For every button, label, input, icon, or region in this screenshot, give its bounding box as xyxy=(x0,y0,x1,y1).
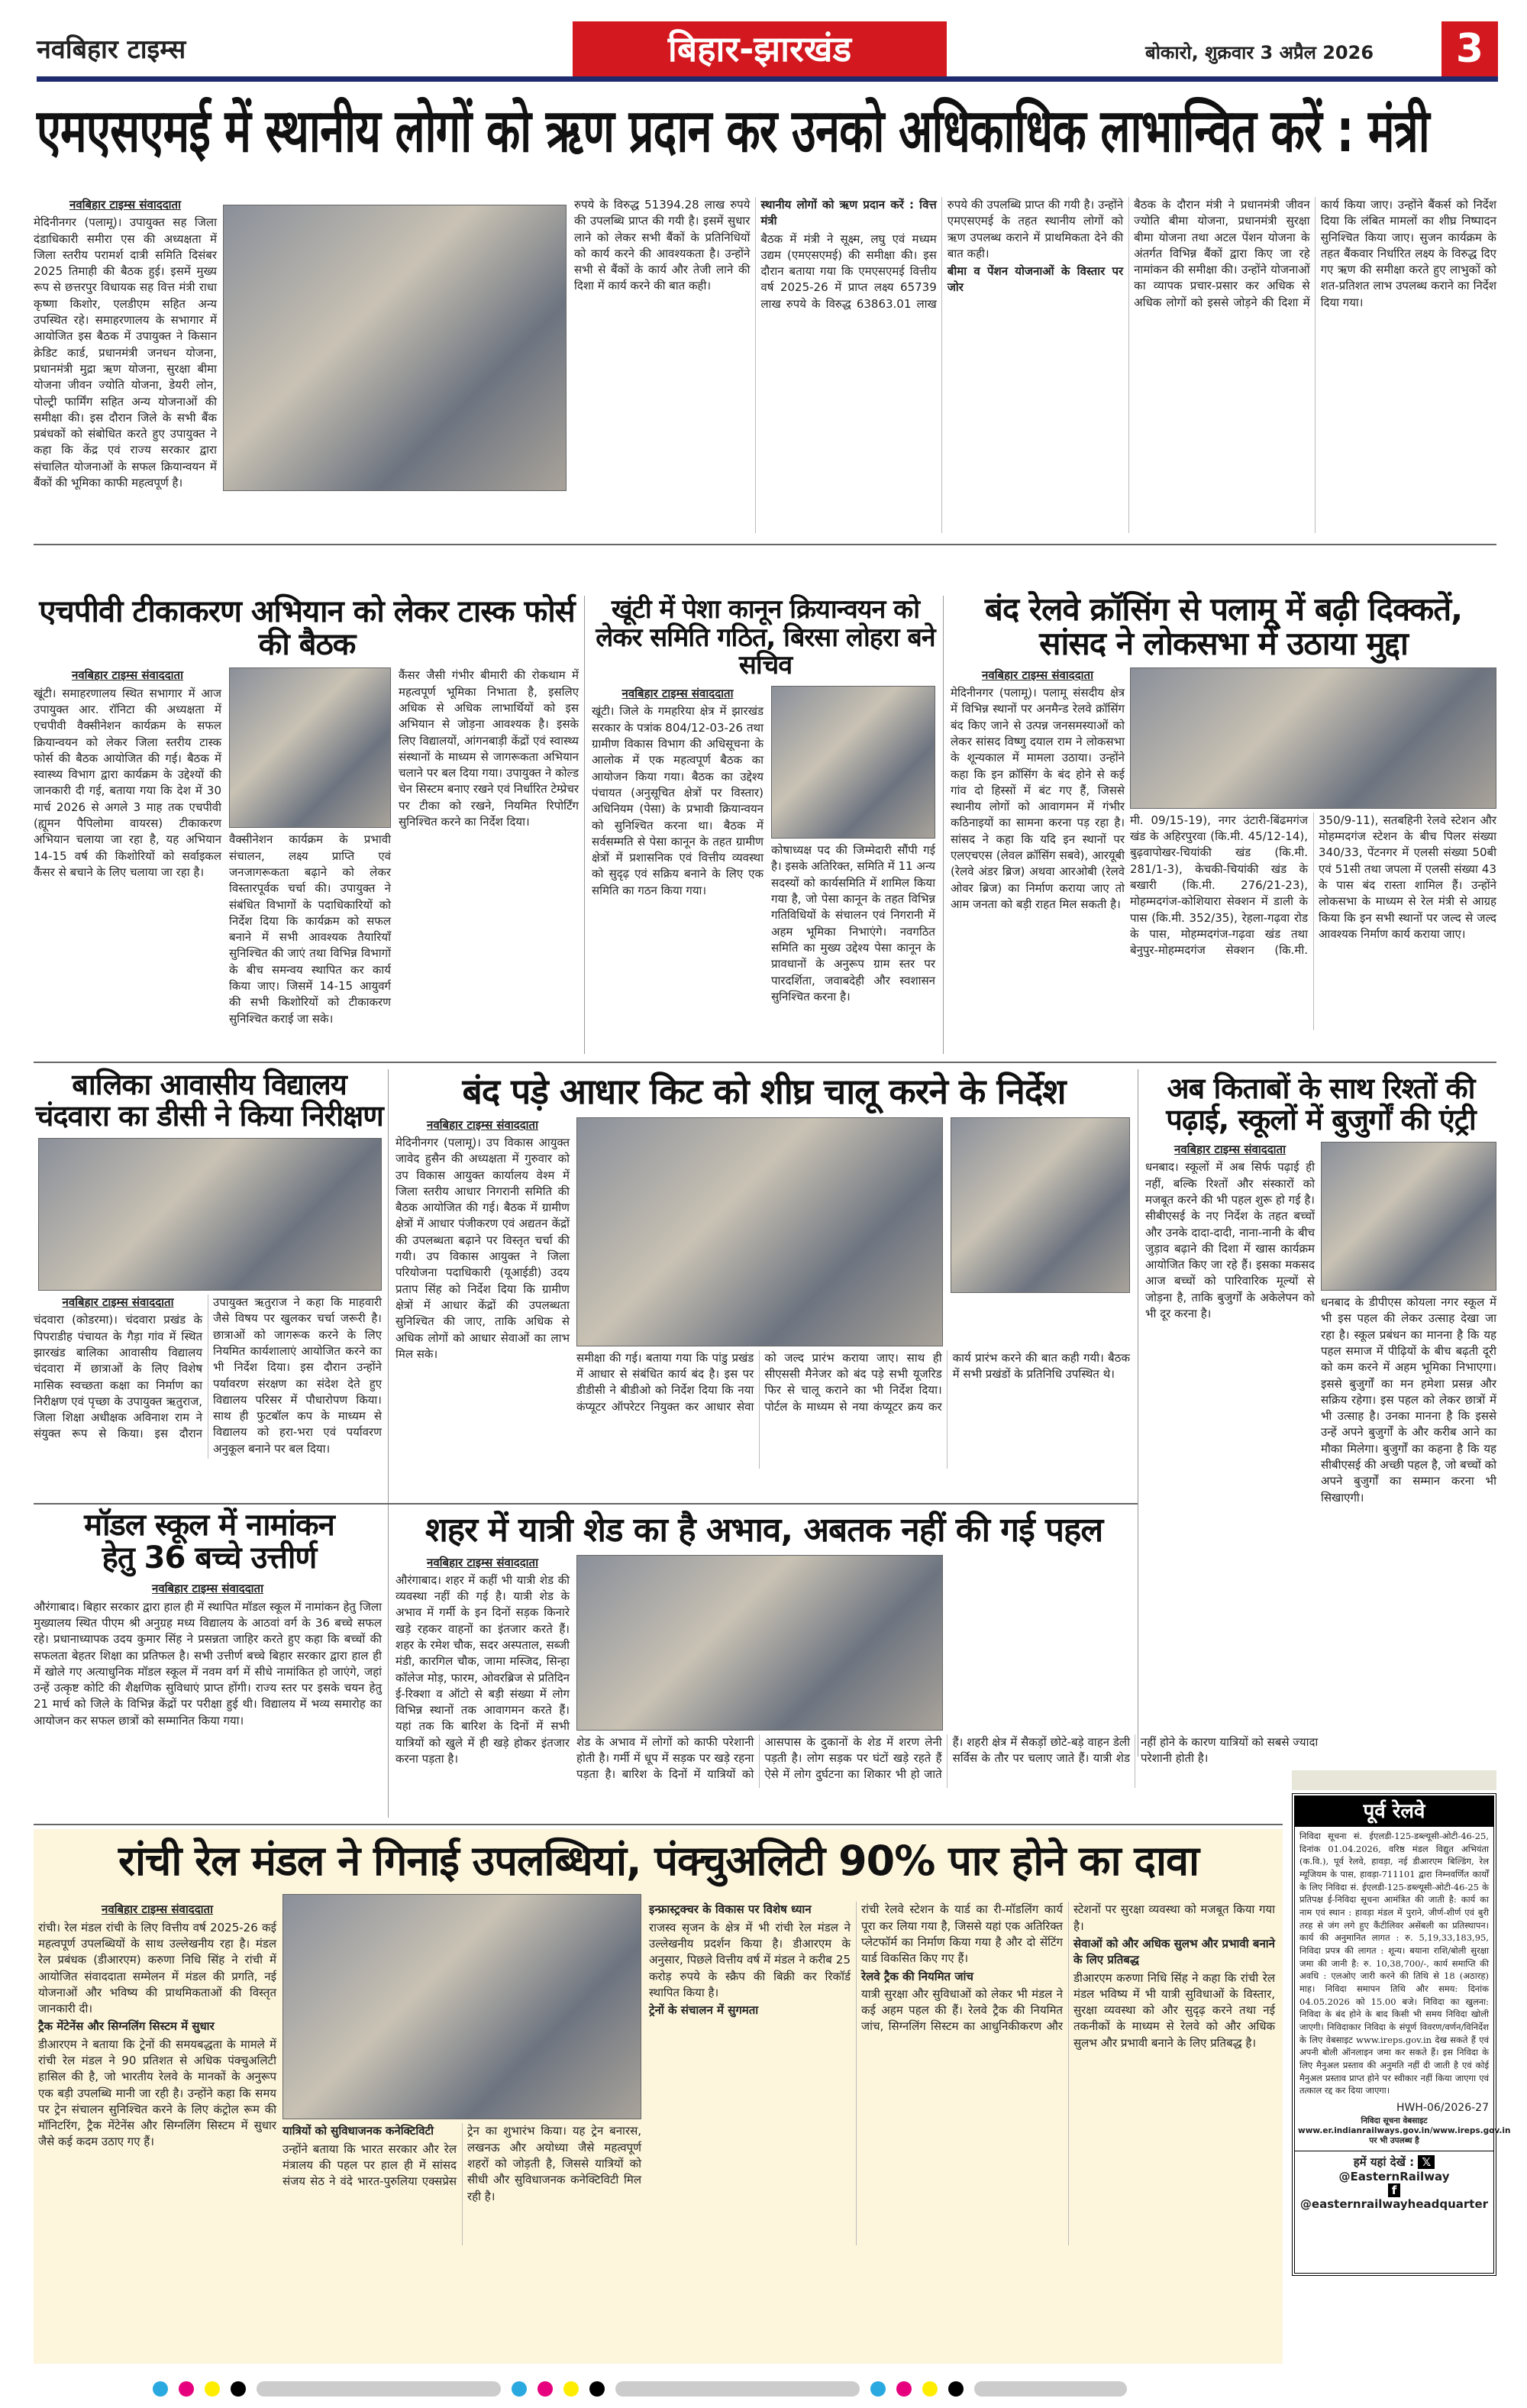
ad-website-note: निविदा सूचना वेबसाइट www.er.indianrailways.gov.in/www.ireps.gov.in पर भी उपलब्ध है xyxy=(1298,2116,1511,2146)
story4 xyxy=(951,592,1496,1054)
story2-col3 xyxy=(399,667,579,1065)
story4-para: मेदिनीनगर (पलामू)। पलामू संसदीय क्षेत्र में विभिन्न स्थानों पर अनमैन्ड रेलवे क्रॉसिंग बंद किए जाने से उत्पन्न जनसमस्याओं को लेकर सांसद विष्णु दयाल राम ने लोकसभा के शून्यकाल में मामला उठाया। उन्होंने कहा कि इन क्रॉसिंग के बंद होने से कई गांव दो हिस्सों में बंट गए हैं, जिससे स्थानीय लोगों को आवागमन में गंभीर कठिनाइयों का सामना करना पड़ रहा है। सांसद ने कहा कि यदि इन स्थानों पर एलएचएस (लेवल क्रॉसिंग सबवे), आरयूबी (रेलवे अंडर ब्रिज) अथवा आरओबी (रेलवे ओवर ब्रिज) का निर्माण कराया जाए तो आम जनता को बड़ी राहत मिल सकती है। xyxy=(951,686,1125,911)
ad-code: HWH-06/2026-27 xyxy=(1396,2102,1489,2115)
story7 xyxy=(1145,1073,1496,1753)
x-logo-icon: 𝕏 xyxy=(1418,2155,1435,2169)
page-number: 3 xyxy=(1441,21,1498,76)
divider xyxy=(34,1503,1138,1505)
story9-byline: नवबिहार टाइम्स संवाददाता xyxy=(427,1555,538,1569)
story10-para: उन्होंने बताया कि भारत सरकार और रेल मंत्रालय की पहल पर हाल ही में सांसद संजय सेठ ने वंदे भारत-पुरुलिया एक्सप्रेस ट्रेन का शुभारंभ किया। यह ट्रेन बनारस, लखनऊ और अयोध्या जैसे महत्वपूर्ण शहरों को जोड़ती है, जिससे यात्रियों को सीधी और सुविधाजनक कनेक्टिविटी मिल रही है। xyxy=(282,2124,641,2203)
story10-photo xyxy=(282,1894,641,2119)
follow-label: हमें यहां देखें : xyxy=(1353,2155,1415,2170)
masthead-rule xyxy=(37,76,1498,82)
story9-col1 xyxy=(395,1555,570,1788)
story9-para: शेड के अभाव में लोगों को काफी परेशानी होती है। गर्मी में धूप में सड़क पर खड़े रहना पड़ता है। बारिश के दिनों में यात्रियों को आसपास के दुकानों के शेड में शरण लेनी पड़ती है। लोग सड़क पर घंटों खड़े रहते हैं ऐसे में लोग दुर्घटना का शिकार भी हो जाते हैं। शहरी क्षेत्र में सैकड़ों छोटे-बड़े वाहन डेली सर्विस के तौर पर चलाए जाते हैं। यात्री शेड नहीं होने के कारण यात्रियों को सबसे ज्यादा परेशानी होती है। xyxy=(576,1734,1319,1782)
story7-col2 xyxy=(1321,1295,1496,1692)
black-mark xyxy=(948,2381,964,2397)
story6-col1 xyxy=(395,1117,570,1469)
story10-subhead: यात्रियों को सुविधाजनक कनेक्टिविटी xyxy=(282,2124,434,2138)
gray-bar xyxy=(974,2381,1127,2397)
story4-content xyxy=(951,667,1496,1054)
story2-photo xyxy=(229,667,391,828)
story7-para: धनबाद के डीपीएस कोयला नगर स्कूल में भी इस पहल की लेकर उत्साह देखा जा रहा है। स्कूल प्रबंधन का मानना है कि यह पहल समाज में पीढ़ियों के बीच बढ़ती दूरी को कम करने में अहम भूमिका निभाएगा। इससे बुजुर्गों का मन हमेशा प्रसन्न और सक्रिय रहेगा। इस पहल को लेकर छात्रों में भी उत्साह है। उनका मानना है कि इससे उन्हें अपने बुजुर्गों के और करीब आने का मौका मिलेगा। बुजुर्गों का कहना है कि यह सीबीएसई की अच्छी पहल है, जो बच्चों को अपने बुजुर्गों का सम्मान करना भी सिखाएगी। xyxy=(1321,1295,1496,1505)
story10-para: यात्री सुरक्षा और सुविधाओं को लेकर भी मंडल ने कई अहम पहल की हैं। रेलवे ट्रैक की नियमित जांच, सिग्नलिंग सिस्टम का आधुनिकीकरण और स्टेशनों पर सुरक्षा व्यवस्था को मजबूत किया गया है। xyxy=(861,1902,1275,2034)
story10-cols xyxy=(649,1902,1275,2245)
story2-headline: एचपीवी टीकाकरण अभियान को लेकर टास्क फोर्स की बैठक xyxy=(39,594,575,663)
story7-col1 xyxy=(1145,1142,1315,1692)
story2 xyxy=(34,596,580,1054)
story1-byline: नवबिहार टाइम्स संवाददाता xyxy=(69,198,181,212)
story10-para: रांची रेलवे स्टेशन के यार्ड का री-मॉडलिंग कार्य पूरा कर लिया गया है, जिससे यहां एक अतिरिक्त प्लेटफॉर्म का निर्माण किया गया है और दो सेंटिंग यार्ड विकसित किए गए हैं। xyxy=(861,1902,1063,1966)
story10-subhead: ट्रेनों के संचालन में सुगमता xyxy=(649,2003,759,2018)
story7-para: धनबाद। स्कूलों में अब सिर्फ पढ़ाई ही नहीं, बल्कि रिश्तों और संस्कारों को मजबूत करने की भी पहल शुरू हो गई है। सीबीएसई के नए निर्देश के तहत बच्चों और उनके दादा-दादी, नाना-नानी के बीच जुड़ाव बढ़ाने की दिशा में खास कार्यक्रम आयोजित किए जा रहे हैं। इसका मकसद आज बच्चों को पारिवारिक मूल्यों से जोड़ना है, ताकि बुजुर्गों के अकेलेपन को भी दूर करना है। xyxy=(1145,1160,1315,1321)
story9-para: औरंगाबाद। शहर में कहीं भी यात्री शेड की व्यवस्था नहीं की गई है। यात्री शेड के अभाव में गर्मी के इन दिनों सड़क किनारे खड़े रहकर वाहनों का इंतजार करते हैं। शहर के रमेश चौक, सदर अस्पताल, सब्जी मंडी, कारगिल चौक, जामा मस्जिद, सिन्हा कॉलेज मोड़, फारम, ओवरब्रिज से प्रतिदिन ई-रिक्शा व ऑटो से बड़ी संख्या में लोग विभिन्न स्थानों तक आवागमन करते हैं। यहां तक कि बारिश के दिनों में सभी यात्रियों को खुले में ही खड़े होकर इंतजार करना पड़ता है। xyxy=(395,1572,570,1766)
yellow-mark xyxy=(205,2381,220,2397)
story7-content xyxy=(1145,1142,1496,1753)
story6 xyxy=(395,1073,1132,1497)
story1-columns xyxy=(574,197,1496,533)
yellow-mark xyxy=(563,2381,579,2397)
yellow-mark xyxy=(922,2381,938,2397)
story1-subhead: स्थानीय लोगों को ऋण प्रदान करें : वित्त मंत्री xyxy=(760,198,937,228)
story5 xyxy=(34,1069,385,1497)
story7-photo xyxy=(1321,1142,1496,1291)
story8-content xyxy=(34,1581,385,1818)
story2-content xyxy=(34,667,580,1054)
story1-headline: एमएसएमई में स्थानीय लोगों को ऋण प्रदान कर उनको अधिकाधिक लाभान्वित करें : मंत्री xyxy=(37,97,1429,166)
story3-photo xyxy=(771,686,935,839)
story3-content xyxy=(592,686,939,1054)
story5-body xyxy=(34,1295,382,1459)
story6-byline: नवबिहार टाइम्स संवाददाता xyxy=(427,1117,538,1132)
story1-subhead: बीमा व पेंशन योजनाओं के विस्तार पर जोर xyxy=(947,264,1124,295)
cyan-mark xyxy=(512,2381,527,2397)
ad-social xyxy=(1295,2151,1493,2214)
story10-subhead: ट्रैक मेंटेनेंस और सिग्नलिंग सिस्टम में सुधार xyxy=(38,2019,215,2034)
story4-col1 xyxy=(951,667,1125,1030)
story6-photo-official xyxy=(951,1117,1130,1293)
black-mark xyxy=(231,2381,246,2397)
story1-para: मेदिनीनगर (पलामू)। उपायुक्त सह जिला दंडाधिकारी समीरा एस की अध्यक्षता में जिला स्तरीय परामर्श दात्री समिति दिसंबर 2025 तिमाही की बैठक हुई। इसमें मुख्य रूप से छत्तरपुर विधायक सह वित्त मंत्री राधा कृष्णा किशोर, एलडीएम सहित अन्य उपस्थित रहे। समाहरणालय के सभागार में आयोजित इस बैठक में उपायुक्त ने किसान क्रेडिट कार्ड, प्रधानमंत्री जनधन योजना, प्रधानमंत्री मुद्रा ऋण योजना, सुरक्षा बीमा योजना जीवन ज्योति योजना, डेयरी लोन, पोल्ट्री फार्मिंग सहित अन्य योजनाओं की समीक्षा की। इस दौरान जिले के सभी बैंक प्रबंधकों को संबोधित करते हुए उपायुक्त ने कहा कि केंद्र एवं राज्य सरकार द्वारा संचालित योजनाओं के सफल क्रियान्वयन में बैंकों की भूमिका काफी महत्वपूर्ण है। xyxy=(34,215,217,490)
story6-cols xyxy=(576,1350,1130,1469)
story1-para: बैठक के दौरान मंत्री ने प्रधानमंत्री जीवन ज्योति बीमा योजना, प्रधानमंत्री सुरक्षा बीमा योजना तथा अटल पेंशन योजना के अंतर्गत विभिन्न बैंकों द्वारा किए जा रहे नामांकन की समीक्षा की। उन्होंने योजनाओं का व्यापक प्रचार-प्रसार कर अधिक से अधिक लोगों को इससे जोड़ने की दिशा में कार्य किया जाए। उन्होंने बैंकर्स को निर्देश दिया कि लंबित मामलों का शीघ्र निष्पादन सुनिश्चित किया जाए। सुजन कार्यक्रम के तहत बैंकवार निर्धारित लक्ष्य के विरुद्ध दिए गए ऋण की समीक्षा करते हुए लाभुकों को शत-प्रतिशत लाभ उपलब्ध कराने का निर्देश दिया गया। xyxy=(1134,198,1496,309)
story10-col1 xyxy=(38,1902,276,2245)
eastern-railway-tender-ad xyxy=(1292,1793,1511,2276)
story3-para: खूंटी। जिले के गमहरिया क्षेत्र में झारखंड सरकार के पत्रांक 804/12-03-26 तथा ग्रामीण विकास विभाग की अधिसूचना के आलोक में एक महत्वपूर्ण बैठक का आयोजन किया गया। बैठक का उद्देश्य पंचायत (अनुसूचित क्षेत्रों पर विस्तार) अधिनियम (पेसा) के प्रभावी क्रियान्वयन को सुनिश्चित करना था। बैठक में सर्वसम्मति से पेसा कानून के तहत ग्रामीण क्षेत्रों में प्रशासनिक एवं वित्तीय व्यवस्था को सुदृढ़ एवं सक्रिय बनाने के लिए एक समिति का गठन किया गया। xyxy=(592,704,764,897)
story4-photo xyxy=(1130,667,1496,809)
story9-headline: शहर में यात्री शेड का है अभाव, अबतक नहीं की गई पहल xyxy=(425,1511,1103,1550)
magenta-mark xyxy=(896,2381,912,2397)
story2-para: कैंसर जैसी गंभीर बीमारी की रोकथाम में महत्वपूर्ण भूमिका निभाता है, इसलिए अधिक से अधिक लाभार्थियों को इस अभियान से जोड़ना आवश्यक है। इसके लिए विद्यालयों, आंगनबाड़ी केंद्रों एवं स्वास्थ्य संस्थानों के माध्यम से जागरूकता अभियान चलाने पर बल दिया गया। उपायुक्त ने कोल्ड चेन सिस्टम बनाए रखने एवं निर्धारित टेम्प्रेचर पर टीका को रखने, नियमित रिपोर्टिंग सुनिश्चित करने का निर्देश दिया। xyxy=(399,668,579,829)
ad-spacer xyxy=(1292,1770,1496,1790)
story10-subhead: रेलवे ट्रैक की नियमित जांच xyxy=(861,1969,973,1983)
section-label: बिहार-झारखंड xyxy=(573,21,947,76)
story7-byline: नवबिहार टाइम्स संवाददाता xyxy=(1174,1143,1286,1157)
print-registration-marks xyxy=(153,2381,1127,2397)
story6-content xyxy=(395,1117,1132,1497)
story3-col2 xyxy=(771,842,935,1041)
story4-byline: नवबिहार टाइम्स संवाददाता xyxy=(982,667,1093,682)
gray-bar xyxy=(257,2381,501,2397)
story10-para: डीआरएम करुणा निधि सिंह ने कहा कि रांची रेल मंडल भविष्य में भी यात्री सुविधाओं के विस्तार, सुरक्षा व्यवस्था को और सुदृढ़ करने तथा नई तकनीकों के माध्यम से रेलवे को और अधिक सुलभ और प्रभावी बनाने के लिए प्रतिबद्ध है। xyxy=(1073,1970,1275,2050)
story2-para: खूंटी। समाहरणालय स्थित सभागार में आज उपायुक्त आर. रॉनिटा की अध्यक्षता में एचपीवी वैक्सीनेशन कार्यक्रम के सफल क्रियान्वयन को लेकर जिला स्तरीय टास्क फोर्स की बैठक आयोजित की गई। बैठक में स्वास्थ्य विभाग द्वारा कार्यक्रम के उद्देश्यों की जानकारी दी गई, बताया गया कि देश में 30 मार्च 2026 से अगले 3 माह तक एचपीवी (ह्यूमन पैपिलोमा वायरस) टीकाकरण अभियान चलाया जा रहा है, यह अभियान 14-15 वर्ष की किशोरियों को सर्वाइकल कैंसर से बचाने के लिए चलाया जा रहा है। xyxy=(34,686,221,879)
story6-headline: बंद पड़े आधार किट को शीघ्र चालू करने के निर्देश xyxy=(462,1071,1066,1112)
divider xyxy=(943,596,944,1054)
story3-para: कोषाध्यक्ष पद की जिम्मेदारी सौंपी गई है। इसके अतिरिक्त, समिति में 11 अन्य सदस्यों को कार्यसमिति में शामिल किया गया है, जो पेसा कानून के तहत विभिन्न गतिविधियों के संचालन एवं निगरानी में अहम भूमिका निभाएंगे। नवगठित समिति का मुख्य उद्देश्य पेसा कानून के प्रावधानों के अनुरूप ग्राम स्तर पर पारदर्शिता, जवाबदेही और स्वशासन सुनिश्चित करना है। xyxy=(771,843,935,1004)
story3-byline: नवबिहार टाइम्स संवाददाता xyxy=(621,687,734,701)
story9 xyxy=(395,1511,1319,1818)
newspaper-name: नवबिहार टाइम्स xyxy=(37,34,186,65)
magenta-mark xyxy=(538,2381,553,2397)
story10-subhead: इन्फ्रास्ट्रक्चर के विकास पर विशेष ध्यान xyxy=(649,1902,812,1917)
story4-headline: बंद रेलवे क्रॉसिंग से पलामू में बढ़ी दिक्कतें, सांसद ने लोकसभा में उठाया मुद्दा xyxy=(984,590,1463,663)
story5-headline-line2: चंदवारा का डीसी ने किया निरीक्षण xyxy=(35,1099,383,1133)
story1-para: बैठक में मंत्री ने सूक्ष्म, लघु एवं मध्यम उद्यम (एमएसएमई) की समीक्षा की। इस दौरान बताया गया कि एमएसएमई वित्तीय वर्ष 2025-26 में प्राप्त लक्ष्य 65739 लाख रुपये के विरुद्ध 63863.01 लाख रुपये की उपलब्धि प्राप्त की गयी है। उन्होंने एमएसएमई के तहत स्थानीय लोगों को ऋण उपलब्ध कराने में प्राथमिकता देने की बात कही। xyxy=(760,198,1124,311)
facebook-icon: f xyxy=(1388,2183,1400,2197)
story10-content xyxy=(38,1894,1279,2361)
story5-byline: नवबिहार टाइम्स संवाददाता xyxy=(62,1295,174,1310)
black-mark xyxy=(589,2381,605,2397)
story9-photo xyxy=(576,1555,943,1731)
story2-col2 xyxy=(229,832,391,1065)
divider xyxy=(34,1824,1283,1825)
story8-headline-line2: हेतु 36 बच्चे उत्तीर्ण xyxy=(102,1540,317,1576)
story8-byline: नवबिहार टाइम्स संवाददाता xyxy=(152,1582,263,1596)
story4-col2 xyxy=(1130,813,1496,1030)
story10-col2 xyxy=(282,2123,641,2245)
story10-para: रांची। रेल मंडल रांची के लिए वित्तीय वर्ष 2025-26 कई महत्वपूर्ण उपलब्धियों के साथ उल्लेखनीय रहा है। मंडल रेल प्रबंधक (डीआरएम) करुणा निधि सिंह ने रांची में आयोजित संवाददाता सम्मेलन में मंडल की प्रगति, नई योजनाओं और भविष्य की प्राथमिकताओं की विस्तृत जानकारी दी। xyxy=(38,1920,276,2016)
story2-para: वैक्सीनेशन कार्यक्रम के प्रभावी संचालन, लक्ष्य प्राप्ति एवं जनजागरूकता बढ़ाने को लेकर विस्तारपूर्वक चर्चा की। उपायुक्त ने संबंधित विभागों के पदाधिकारियों को निर्देश दिया कि कार्यक्रम को सफल बनाने में सभी आवश्यक तैयारियाँ सुनिश्चित की जाएं तथा विभिन्न विभागों के बीच समन्वय स्थापित कर कार्य किया जाए। जिसमें 14-15 आयुवर्ग की सभी किशोरियों को टीकाकरण सुनिश्चित कराई जा सके। xyxy=(229,832,391,1026)
story3-headline: खूंटी में पेशा कानून क्रियान्वयन को लेकर समिति गठित, बिरसा लोहरा बने सचिव xyxy=(596,594,935,681)
story6-photo-office xyxy=(576,1117,943,1346)
story9-cols xyxy=(576,1734,1319,1788)
story10-headline: रांची रेल मंडल ने गिनाई उपलब्धियां, पंक्चुअलिटी 90% पार होने का दावा xyxy=(118,1837,1199,1885)
gray-bar xyxy=(615,2381,860,2397)
ad-body: निविदा सूचना सं. ईएलडी-125-डब्ल्यूसी-ओटी-46-25, दिनांक 01.04.2026, वरिष्ठ मंडल विद्युत अभियंता (क.वि.), पूर्व रेलवे, हावड़ा, नई डीआरएम बिल्डिंग, रेल म्यूजियम के पास, हावड़ा-711101 द्वारा निम्नवर्णित कार्यों के लिए निविदा सं. ईएलडी-125-डब्ल्यूसी-ओटी-46-25 के प्रतिपक्ष ई-निविदा सूचना आमंत्रित की जाती है: कार्य का नाम एवं स्थान : हावड़ा मंडल में पुराने, जीर्ण-शीर्ण एवं बुरी तरह से जंग लगे हुए कैंटीलिवर असेंबली का प्रतिस्थापन। कार्य की अनुमानित लागत : रु. 5,19,33,183,95, निविदा प्रपत्र की लागत : शून्य। बयाना राशि/बोली सुरक्षा जमा की जानी है: रु. 10,38,700/-, कार्य समाप्ति की अवधि : एलओए जारी करने की तिथि से 18 (अठारह) माह। निविदा समापन तिथि और समय: दिनांक 04.05.2026 को 15.00 बजे। निविदा का खुलना: निविदा के बंद होने के बाद किसी भी समय निविदा खोली जाएगी। निविदाकार निविदा के संपूर्ण विवरण/वर्णन/विनिर्देश के लिए वेबसाइट www.ireps.gov.in देख सकते हैं एवं अपनी बोली ऑनलाइन जमा कर सकते हैं। इस निविदा के लिए मैनुअल प्रस्ताव की अनुमति नहीं दी जाती है एवं कोई मैनुअल प्रस्ताव प्राप्त होने पर स्वीकार नहीं किया जाएगा एवं तत्काल रद्द कर दिया जाएगा। xyxy=(1299,1831,1489,2096)
story3 xyxy=(592,596,939,1054)
facebook-handle: @easternrailwayheadquarter xyxy=(1299,2197,1489,2212)
divider xyxy=(34,544,1496,545)
story1-col1 xyxy=(34,197,217,533)
story8-body xyxy=(34,1581,382,1787)
cyan-mark xyxy=(870,2381,886,2397)
story3-col1 xyxy=(592,686,764,1041)
story5-para: चंदवारा (कोडरमा)। चंदवारा प्रखंड के पिपराडीह पंचायत के गैड़ा गांव में स्थित झारखंड बालिका आवासीय विद्यालय चंदवारा में छात्राओं के लिए विशेष मासिक स्वच्छता कक्षा का निर्माण का निरीक्षण एवं पृच्छा के उपायुक्त ऋतुराज, जिला शिक्षा अधीक्षक अविनाश राम ने संयुक्त रूप से किया। इस दौरान उपायुक्त ऋतुराज ने कहा कि माहवारी जैसे विषय पर खुलकर चर्चा जरूरी है। छात्राओं को जागरूक करने के लिए नियमित कार्यशालाएं आयोजित करने का भी निर्देश दिया। इस दौरान उन्होंने पर्यावरण संरक्षण का संदेश देते हुए विद्यालय परिसर में पौधारोपण किया। साथ ही फुटबॉल कप के माध्यम से विद्यालय को हरा-भरा एवं पर्यावरण अनुकूल बनाने पर बल दिया। xyxy=(34,1295,382,1456)
story5-headline-line1: बालिका आवासीय विद्यालय xyxy=(72,1068,347,1101)
story6-para: मेदिनीनगर (पलामू)। उप विकास आयुक्त जावेद हुसैन की अध्यक्षता में गुरुवार को उप विकास आयुक्त कार्यालय वेश्म में जिला स्तरीय आधार निगरानी समिति की बैठक आयोजित की गई। बैठक में ग्रामीण क्षेत्रों में आधार पंजीकरण एवं अद्यतन केंद्रों की उपलब्धता बढ़ाने पर विस्तृत चर्चा की गयी। उप विकास आयुक्त ने जिला परियोजना पदाधिकारी (यूआईडी) उदय प्रताप सिंह को निर्देश दिया कि ग्रामीण क्षेत्रों में आधार केंद्रों की उपलब्धता सुनिश्चित की जाए, ताकि अधिक से अधिक लोगों को आधार सेवाओं का लाभ मिल सके। xyxy=(395,1135,570,1361)
story1-photo xyxy=(223,205,567,491)
story9-content xyxy=(395,1555,1319,1818)
story8-para: औरंगाबाद। बिहार सरकार द्वारा हाल ही में स्थापित मॉडल स्कूल में नामांकन हेतु जिला मुख्यालय स्थित पीएम श्री अनुग्रह मध्य विद्यालय के आठवां वर्ग के 36 बच्चे सफल रहे। प्रधानाध्यापक उदय कुमार सिंह ने प्रसन्नता जाहिर करते हुए कहा कि बच्चों की सफलता बेहतर शिक्षा का प्रतिफल है। सभी उत्तीर्ण बच्चे बिहार सरकार द्वारा हाल ही में खोले गए अत्याधुनिक मॉडल स्कूल में नवम वर्ग में सीधे नामांकित हो जाएंगे, जहां उन्हें उत्कृष्ट कोटि की शैक्षणिक सुविधाएं प्राप्त होंगी। राज्य स्तर पर इसके चयन हेतु 21 मार्च को जिले के विभिन्न केंद्रों पर परीक्षा हुई थी। विद्यालय में भव्य समारोह का आयोजन कर सफल छात्रों को सम्मानित किया गया। xyxy=(34,1599,382,1728)
story10-para: डीआरएम ने बताया कि ट्रेनों की समयबद्धता के मामले में रांची रेल मंडल ने 90 प्रतिशत से अधिक पंक्चुअलिटी हासिल की है, जो भारतीय रेलवे के मानकों के अनुरूप एक बड़ी उपलब्धि मानी जा रही है। उन्होंने कहा कि समय पर ट्रेन संचालन सुनिश्चित करने के लिए कंट्रोल रूम की मॉनिटरिंग, ट्रैक मेंटेनेंस और सिग्नलिंग सिस्टम में सुधार जैसे कई कदम उठाए गए हैं। xyxy=(38,2037,276,2149)
story2-col1 xyxy=(34,667,221,1065)
story1-para: रुपये के विरुद्ध 51394.28 लाख रुपये की उपलब्धि प्राप्त की गयी है। इसमें सुधार लाने को लेकर सभी बैंकों के प्रतिनिधियों को कार्य करने की आवश्यकता है। उन्होंने सभी से बैंकों के कार्य और तेजी लाने की दिशा में कार्य करने की बात कही। xyxy=(574,198,751,293)
story2-byline: नवबिहार टाइम्स संवाददाता xyxy=(72,668,183,683)
story6-para: समीक्षा की गई। बताया गया कि पांडु प्रखंड में आधार से संबंधित कार्य बंद है। इस पर डीडीसी ने बीडीओ को निर्देश दिया कि नया कंप्यूटर ऑपरेटर नियुक्त कर आधार सेवा को जल्द प्रारंभ कराया जाए। साथ ही सीएससी मैनेजर को बंद पड़े सभी यूजरिड फिर से चालू कराने का भी निर्देश दिया। पोर्टल के माध्यम से नया कंप्यूटर क्रय कर कार्य प्रारंभ करने की बात कही गयी। बैठक में सभी प्रखंडों के प्रतिनिधि उपस्थित थे। xyxy=(576,1350,1130,1414)
story7-headline: अब किताबों के साथ रिश्तों की पढ़ाई, स्कूलों में बुजुर्गों की एंट्री xyxy=(1166,1071,1476,1137)
ad-title: पूर्व रेलवे xyxy=(1295,1796,1493,1827)
divider xyxy=(584,596,585,1054)
edition-date: बोकारो, शुक्रवार 3 अप्रैल 2026 xyxy=(1145,42,1374,63)
story8-headline-line1: मॉडल स्कूल में नामांकन xyxy=(84,1508,334,1543)
story8 xyxy=(34,1509,385,1818)
cyan-mark xyxy=(153,2381,168,2397)
story10 xyxy=(38,1839,1279,2361)
story10-para: राजस्व सृजन के क्षेत्र में भी रांची रेल मंडल ने उल्लेखनीय प्रदर्शन किया है। डीआरएम के अनुसार, पिछले वित्तीय वर्ष में मंडल ने करीब 25 करोड़ रुपये के स्क्रैप की बिक्री कर रिकॉर्ड स्थापित किया है। xyxy=(649,1920,851,1999)
story10-byline: नवबिहार टाइम्स संवाददाता xyxy=(102,1902,213,1917)
x-handle: @EasternRailway xyxy=(1338,2170,1450,2184)
story4-para: मी. 09/15-19), नगर उंटारी-बिंढमगंज खंड के अहिरपुरवा (कि.मी. 45/12-14), बुढ़वापोखर-चियांकी खंड (कि.मी. 281/1-3), केचकी-चियांकी खंड के बखारी (कि.मी. 276/21-23), मोहम्मदगंज-कोशियारा सेक्शन में डाली के पास (कि.मी. 352/35), रेहला-गढ़वा रोड के पास, मोहम्मदगंज-गढ़वा खंड तथा बेनुपुर-मोहम्मदगंज सेक्शन (कि.मी. 350/9-11), सतबहिनी रेलवे स्टेशन और मोहम्मदगंज स्टेशन के बीच पिलर संख्या 340/33, पेंटनगर में एलसी संख्या 50बी एवं 51सी तथा जपला में एलसी संख्या 43 के पास बंद रास्ता शामिल हैं। उन्होंने लोकसभा के माध्यम से रेल मंत्री से आग्रह किया कि इन सभी स्थानों पर जल्द से जल्द आवश्यक निर्माण कार्य कराया जाए। xyxy=(1130,813,1496,958)
story10-subhead: सेवाओं को और अधिक सुलभ और प्रभावी बनाने के लिए प्रतिबद्ध xyxy=(1073,1936,1275,1967)
magenta-mark xyxy=(179,2381,194,2397)
story5-content xyxy=(34,1138,385,1497)
divider xyxy=(34,1062,1496,1063)
divider xyxy=(388,1069,389,1818)
story5-photo xyxy=(38,1138,382,1291)
